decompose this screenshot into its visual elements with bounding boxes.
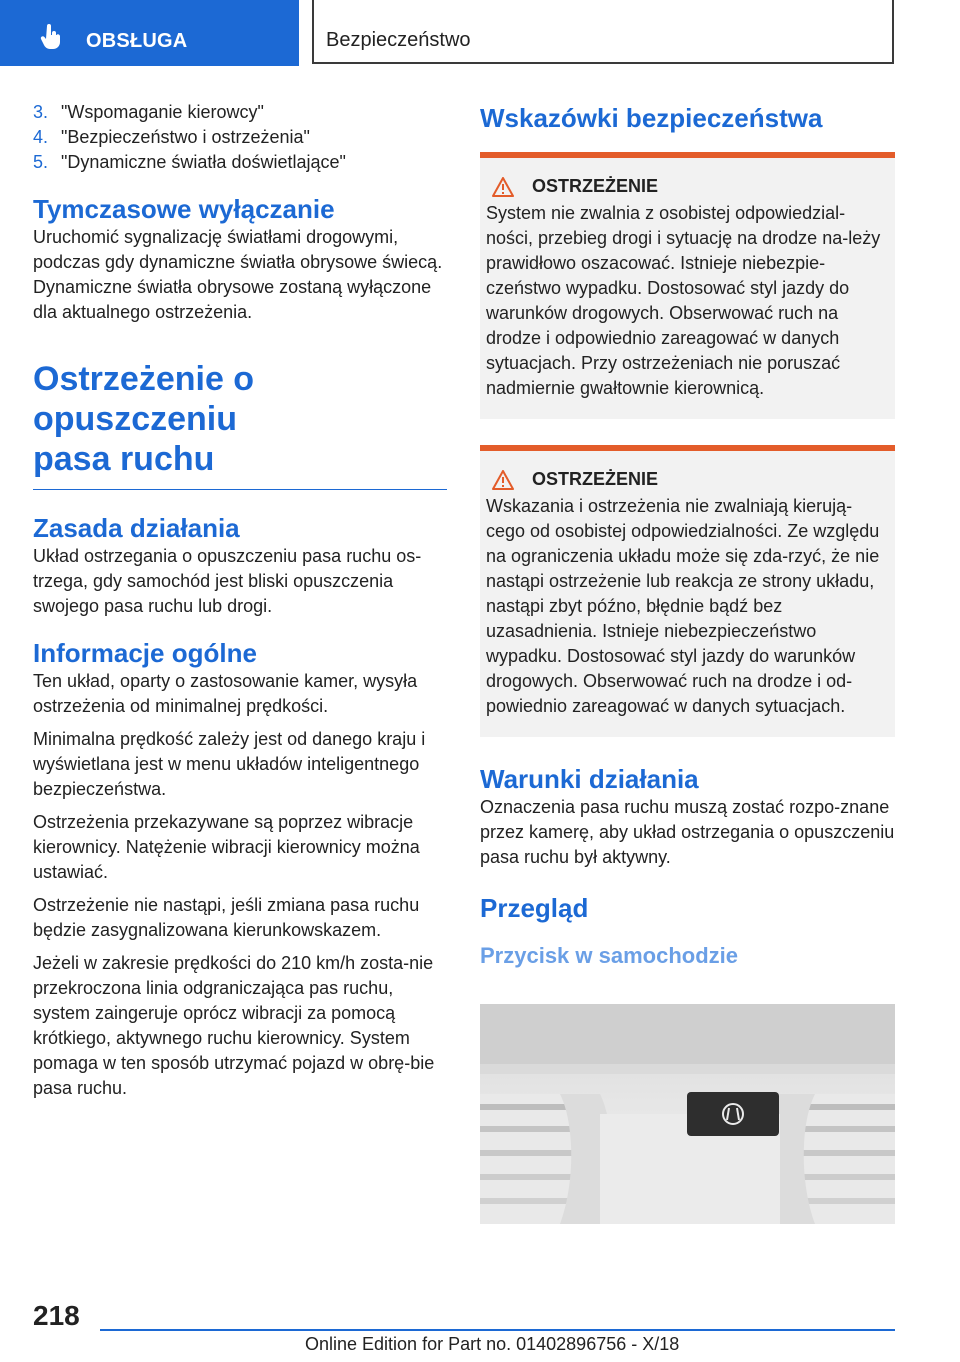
numbered-list bbox=[33, 100, 447, 175]
heading-button-in-car: Przycisk w samochodzie bbox=[480, 943, 738, 968]
heading-safety: Wskazówki bezpieczeństwa bbox=[480, 103, 823, 133]
page-number: 218 bbox=[33, 1300, 80, 1331]
list-item bbox=[33, 125, 447, 150]
heading-main-line2: pasa ruchu bbox=[33, 440, 215, 478]
right-column bbox=[480, 100, 895, 970]
paragraph-info-1: Ten układ, oparty o zastosowanie kamer, wysyła ostrzeżenia od minimalnej prędkości. bbox=[33, 671, 418, 716]
warning-box-2 bbox=[480, 445, 895, 737]
footer-rule bbox=[100, 1329, 895, 1331]
chapter-title: Bezpieczeństwo bbox=[326, 29, 471, 51]
paragraph-conditions: Oznaczenia pasa ruchu muszą zostać rozpo-znane przez kamerę, aby układ ostrzegania o opuszczeniu pasa ruchu był aktywny. bbox=[480, 797, 895, 867]
dashboard-photo bbox=[480, 1004, 895, 1224]
heading-principle: Zasada działania bbox=[33, 513, 240, 543]
list-text: "Bezpieczeństwo i ostrzeżenia" bbox=[61, 127, 310, 147]
footer-edition: Online Edition for Part no. 01402896756 - X/18 bbox=[305, 1334, 680, 1354]
heading-overview: Przegląd bbox=[480, 893, 589, 923]
list-text: "Wspomaganie kierowcy" bbox=[61, 102, 264, 122]
chapter-tab bbox=[312, 0, 894, 64]
warning-triangle-icon bbox=[492, 470, 514, 490]
warning-text: System nie zwalnia z osobistej odpowiedzial-ności, przebieg drogi i sytuację na drodze na-leży prawidłowo oszacować. Istnieje niebezpie-czeństwo wypadku. Dostosować styl jazdy do warunków drogowych. Obserwować ruch na drodze i odpowiednio zareagować w danych sytuacjach. Przy ostrzeżeniach nie poruszać nadmiernie gwałtownie kierownicą. bbox=[486, 203, 881, 398]
heading-temp-off: Tymczasowe wyłączanie bbox=[33, 194, 335, 224]
list-number: 5. bbox=[33, 152, 49, 172]
warning-box-1 bbox=[480, 152, 895, 419]
paragraph-principle: Układ ostrzegania o opuszczeniu pasa ruchu os-trzega, gdy samochód jest bliski opuszczenia swojego pasa ruchu lub drogi. bbox=[33, 546, 422, 616]
paragraph-info-5: Jeżeli w zakresie prędkości do 210 km/h zosta-nie przekroczona linia odgraniczająca pas ruchu, system zaingeruje oprócz wibracji za pomocą krótkiego, aktywnego ruchu kierownicy. System pomaga w ten sposób utrzymać pojazd w obrę-bie pasa ruchu. bbox=[33, 953, 435, 1098]
dashboard-illustration bbox=[480, 1004, 895, 1224]
heading-general-info: Informacje ogólne bbox=[33, 638, 257, 668]
warning-title: OSTRZEŻENIE bbox=[532, 176, 659, 196]
paragraph-temp-off: Uruchomić sygnalizację światłami drogowymi, podczas gdy dynamiczne światła obrysowe świecą. Dynamiczne światła obrysowe zostaną wyłączone dla aktualnego ostrzeżenia. bbox=[33, 227, 443, 322]
heading-rule bbox=[33, 489, 447, 490]
paragraph-info-3: Ostrzeżenia przekazywane są poprzez wibracje kierownicy. Natężenie wibracji kierownicy można ustawiać. bbox=[33, 812, 420, 882]
paragraph-info-4: Ostrzeżenie nie nastąpi, jeśli zmiana pasa ruchu będzie zasygnalizowana kierunkowskazem. bbox=[33, 895, 420, 940]
left-column bbox=[33, 100, 447, 1101]
list-item bbox=[33, 150, 447, 175]
warning-triangle-icon bbox=[492, 177, 514, 197]
section-tab bbox=[0, 0, 299, 66]
heading-conditions: Warunki działania bbox=[480, 764, 699, 794]
list-text: "Dynamiczne światła doświetlające" bbox=[61, 152, 346, 172]
hand-pointer-icon bbox=[38, 24, 64, 50]
warning-text: Wskazania i ostrzeżenia nie zwalniają kierują-cego od osobistej odpowiedzialności. Ze względu na ograniczenia układu może się zda-rzyć, że nie nastąpi ostrzeżenie lub reakcja ze strony układu, nastąpi zbyt późno, błędnie bądź bez uzasadnienia. Istnieje niebezpieczeństwo wypadku. Dostosować styl jazdy do warunków drogowych. Obserwować ruch na drodze i od-powiednio zareagować w danych sytuacjach. bbox=[486, 496, 880, 716]
heading-main-line1: Ostrzeżenie o opuszczeniu bbox=[33, 360, 255, 438]
list-item bbox=[33, 100, 447, 125]
warning-title: OSTRZEŻENIE bbox=[532, 469, 659, 489]
paragraph-info-2: Minimalna prędkość zależy jest od danego kraju i wyświetlana jest w menu układów inteligentnego bezpieczeństwa. bbox=[33, 729, 426, 799]
list-number: 4. bbox=[33, 127, 49, 147]
list-number: 3. bbox=[33, 102, 49, 122]
section-title: OBSŁUGA bbox=[86, 30, 188, 52]
